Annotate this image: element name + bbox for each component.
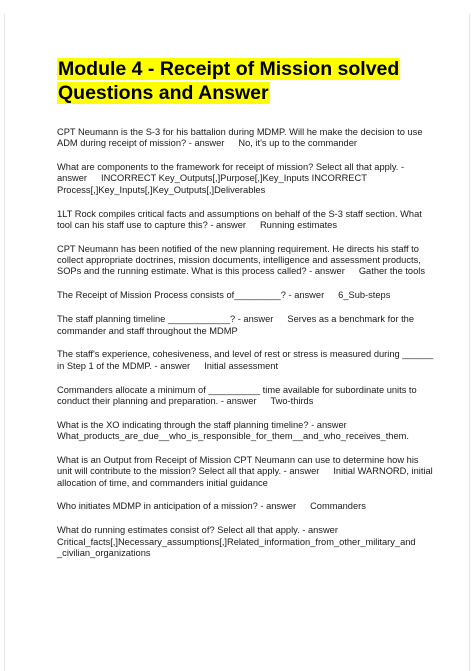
question-text: Who initiates MDMP in anticipation of a mission? - answer: [57, 501, 297, 512]
qa-item: [57, 420, 435, 443]
answer-text: 6_Sub-steps: [338, 290, 391, 301]
qa-item: [57, 127, 435, 150]
answer-text: Initial assessment: [204, 360, 279, 371]
title-line-1: [57, 57, 437, 81]
answer-text: Initial WARNORD, initial allocation of time, and commanders initial guidance: [57, 466, 433, 488]
answer-text: Commanders: [310, 501, 366, 512]
question-text: The staff's experience, cohesiveness, and level of rest or stress is measured during ______ in Step 1 of the MDMP. - answer: [57, 349, 434, 371]
qa-item: [57, 525, 435, 559]
answer-text: Two-thirds: [270, 395, 314, 406]
document-title: [57, 57, 437, 105]
question-text: 1LT Rock compiles critical facts and assumptions on behalf of the S-3 staff section. What tool can his staff use to capture this? - answer: [57, 208, 422, 230]
question-text: CPT Neumann is the S-3 for his battalion during MDMP. Will he make the decision to use ADM during receipt of mission? - answer: [57, 127, 423, 149]
answer-text: INCORRECT Key_Outputs[,]Purpose[,]Key_Inputs INCORRECT Process[,]Key_Inputs[,]Key_Outputs[,]Deliverables: [57, 173, 367, 195]
qa-item: [57, 314, 435, 337]
answer-text: Serves as a benchmark for the commander and staff throughout the MDMP: [57, 314, 414, 336]
qa-item: [57, 501, 435, 512]
question-text: The staff planning timeline ____________? - answer: [57, 314, 274, 325]
question-text: CPT Neumann has been notified of the new planning requirement. He directs his staff to collect appropriate doctrines, mission documents, intelligence and assessment products, SOPs and the running estimate. What is this process called? - answer: [57, 243, 421, 277]
title-line-2: [57, 81, 437, 105]
qa-item: [57, 455, 435, 489]
qa-item: [57, 385, 435, 408]
qa-item: [57, 290, 435, 301]
question-text: Commanders allocate a minimum of __________ time available for subordinate units to conduct their planning and preparation. - answer: [57, 384, 417, 406]
answer-text: Gather the tools: [358, 266, 425, 277]
answer-text: Running estimates: [259, 219, 337, 230]
answer-text: No, it's up to the commander: [238, 138, 357, 149]
answer-text: What_products_are_due__who_is_responsible_for_them__and_who_receives_them.: [57, 431, 409, 442]
qa-item: [57, 162, 435, 196]
question-text: The Receipt of Mission Process consists of_________? - answer: [57, 290, 325, 301]
question-text: What do running estimates consist of? Select all that apply. - answer: [57, 525, 338, 536]
question-text: What is an Output from Receipt of Mission CPT Neumann can use to determine how his unit will contribute to the mission? Select all that apply. - answer: [57, 454, 419, 477]
title-highlight-1: Module 4 - Receipt of Mission solved: [58, 58, 400, 80]
title-highlight-2: Questions and Answer: [58, 82, 269, 104]
qa-item: [57, 244, 435, 278]
question-text: What is the XO indicating through the staff planning timeline? - answer: [57, 419, 347, 430]
qa-item: [57, 209, 435, 232]
question-text: What are components to the framework for receipt of mission? Select all that apply. - answer: [57, 162, 405, 184]
answer-text: Critical_facts[,]Necessary_assumptions[,]Related_information_from_other_military_and _civilian_organizations: [57, 536, 416, 558]
qa-item: [57, 349, 435, 372]
qa-list: [57, 127, 435, 572]
